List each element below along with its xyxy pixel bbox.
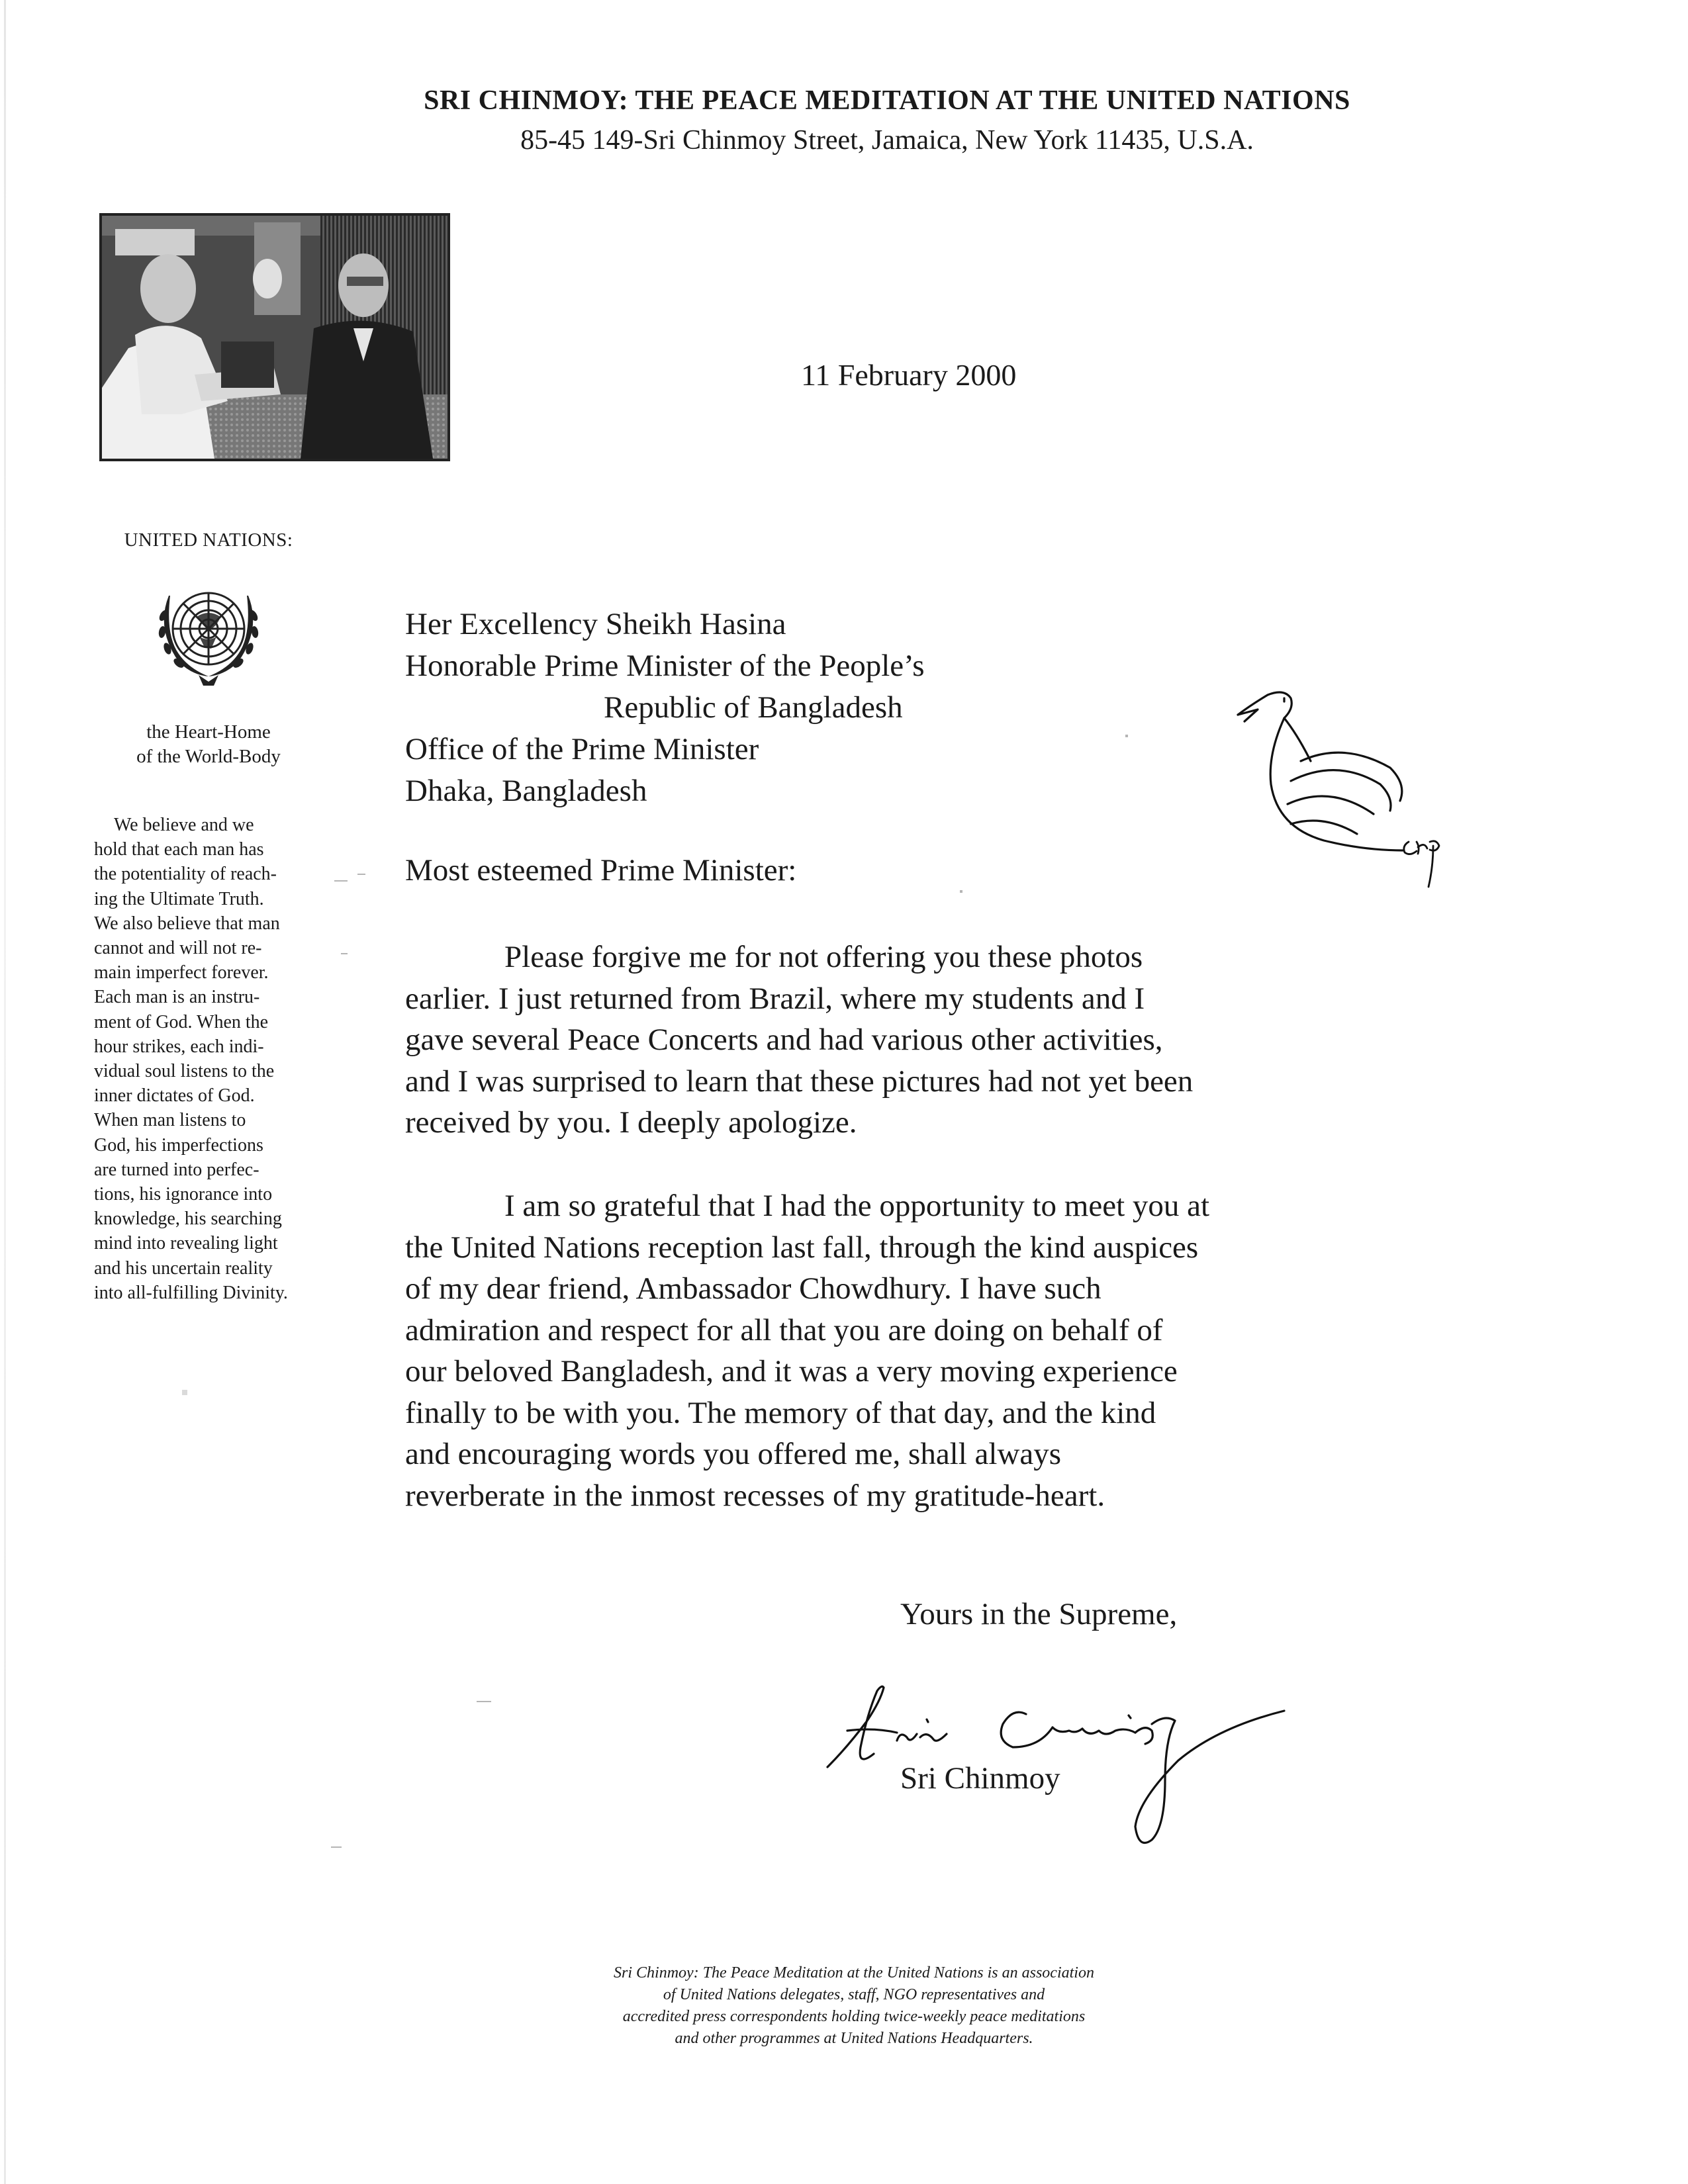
un-emblem	[142, 576, 275, 695]
recipient-address	[405, 604, 925, 812]
recipient-line: Republic of Bangladesh	[604, 690, 903, 725]
scan-speck	[1125, 735, 1128, 737]
scan-speck	[331, 1846, 342, 1848]
photo	[99, 213, 450, 461]
body-line: admiration and respect for all that you are doing on behalf of	[405, 1312, 1163, 1347]
recipient-line: Her Excellency Sheikh Hasina	[405, 607, 786, 641]
footer-line: of United Nations delegates, staff, NGO representatives and	[663, 1986, 1045, 2003]
letterhead-title: SRI CHINMOY: THE PEACE MEDITATION AT THE UNITED NATIONS	[424, 85, 1350, 116]
signer-name: Sri Chinmoy	[900, 1761, 1060, 1796]
scan-speck	[477, 1701, 491, 1702]
bird-doodle	[1231, 668, 1483, 920]
signature-icon	[821, 1668, 1317, 1873]
creed-line: vidual soul listens to the	[94, 1061, 275, 1082]
body-line: the United Nations reception last fall, through the kind auspices	[405, 1230, 1199, 1265]
recipient-line: Office of the Prime Minister	[405, 732, 759, 766]
scan-speck	[182, 1390, 187, 1395]
creed-line: hour strikes, each indi-	[94, 1036, 264, 1057]
footer-line: accredited press correspondents holding twice-weekly peace meditations	[622, 2008, 1086, 2025]
creed-line: cannot and will not re-	[94, 938, 262, 959]
recipient-line: Dhaka, Bangladesh	[405, 774, 647, 808]
creed-line: knowledge, his searching	[94, 1208, 282, 1230]
body-line: and encouraging words you offered me, shall always	[405, 1437, 1062, 1471]
handwritten-signature	[821, 1668, 1317, 1873]
body-line: reverberate in the inmost recesses of my gratitude-heart.	[405, 1478, 1105, 1513]
creed-text	[94, 813, 312, 1305]
bird-doodle-icon	[1231, 668, 1483, 920]
creed-line: main imperfect forever.	[94, 962, 269, 983]
creed-line: the potentiality of reach-	[94, 864, 277, 885]
body-line: earlier. I just returned from Brazil, where my students and I	[405, 981, 1145, 1016]
body-line: finally to be with you. The memory of that day, and the kind	[405, 1395, 1156, 1430]
creed-line: ing the Ultimate Truth.	[94, 888, 264, 909]
creed-line: are turned into perfec-	[94, 1159, 259, 1180]
scan-speck	[960, 890, 962, 893]
un-label: UNITED NATIONS:	[124, 529, 293, 551]
letter-date: 11 February 2000	[801, 358, 1017, 392]
creed-line: God, his imperfections	[94, 1134, 263, 1156]
creed-line: and his uncertain reality	[94, 1257, 273, 1279]
body-line: received by you. I deeply apologize.	[405, 1105, 857, 1140]
body-line: Please forgive me for not offering you these photos	[504, 940, 1143, 974]
creed-line: We believe and we	[114, 815, 254, 835]
body-paragraph-1	[405, 936, 1332, 1144]
footer-note	[0, 1962, 1688, 2050]
recipient-line: Honorable Prime Minister of the People’s	[405, 649, 925, 683]
scan-speck	[334, 880, 348, 882]
closing: Yours in the Supreme,	[900, 1597, 1178, 1631]
letterhead-address: 85-45 149-Sri Chinmoy Street, Jamaica, New York 11435, U.S.A.	[520, 125, 1254, 156]
salutation: Most esteemed Prime Minister:	[405, 853, 797, 887]
creed-line: ment of God. When the	[94, 1011, 269, 1032]
body-line: of my dear friend, Ambassador Chowdhury. I have such	[405, 1271, 1102, 1306]
creed-line: inner dictates of God.	[94, 1085, 255, 1107]
creed-line: When man listens to	[94, 1110, 246, 1131]
photo-two-men-icon	[102, 216, 447, 459]
un-motto	[86, 720, 331, 769]
footer-line: and other programmes at United Nations Headquarters.	[675, 2030, 1033, 2047]
body-paragraph-2	[405, 1185, 1332, 1516]
body-line: gave several Peace Concerts and had various other activities,	[405, 1023, 1163, 1057]
creed-line: Each man is an instru-	[94, 987, 260, 1008]
scan-speck	[341, 953, 348, 954]
body-line: I am so grateful that I had the opportunity to meet you at	[504, 1189, 1210, 1223]
scan-speck	[357, 874, 365, 875]
un-emblem-icon	[142, 576, 275, 695]
creed-line: into all-fulfilling Divinity.	[94, 1282, 288, 1303]
body-line: our beloved Bangladesh, and it was a very moving experience	[405, 1354, 1178, 1388]
motto-line: of the World-Body	[136, 746, 281, 767]
creed-line: We also believe that man	[94, 913, 280, 934]
body-line: and I was surprised to learn that these pictures had not yet been	[405, 1064, 1194, 1099]
creed-line: tions, his ignorance into	[94, 1184, 273, 1205]
page-edge-shadow	[4, 0, 6, 2184]
creed-line: hold that each man has	[94, 839, 264, 860]
footer-line: Sri Chinmoy: The Peace Meditation at the United Nations is an association	[614, 1964, 1094, 1981]
creed-line: mind into revealing light	[94, 1233, 278, 1254]
motto-line: the Heart-Home	[146, 721, 271, 743]
